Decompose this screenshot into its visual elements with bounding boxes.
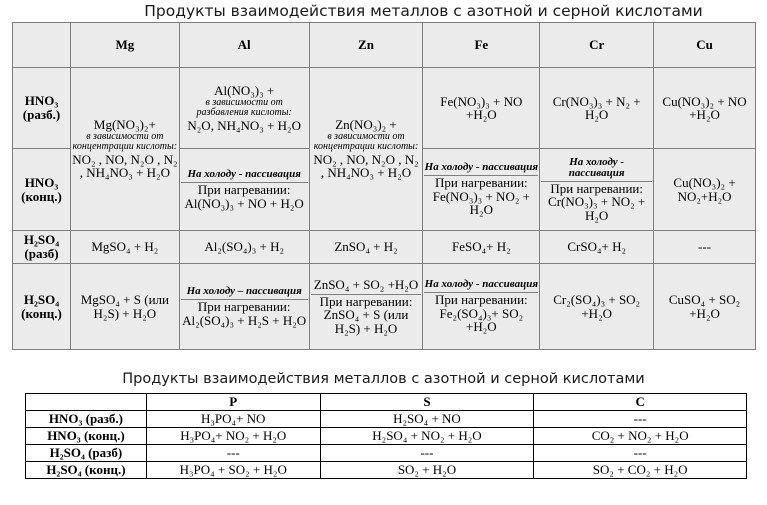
fe-h2so4-heating-label: При нагревании: (435, 292, 528, 308)
cell-s: H₂SO₄ + NO (320, 411, 534, 428)
cu-hno3-conc-cell: Cu(NO₃)₂ + NO₂+H₂O (654, 149, 756, 231)
zn-h2so4-cold-products: ZnSO₄ + SO₂ +H₂O (311, 278, 422, 295)
zn-hno3-formula: Zn(NO₃)₂ + (335, 117, 397, 133)
cell-c: --- (534, 411, 747, 428)
row-head: HNO₃ (конц.) (26, 428, 147, 445)
zn-hno3-note: в зависимости от концентрации кислоты: (313, 130, 419, 153)
row-head-hno3-dil: HNO₃ (разб.) (13, 68, 71, 149)
zn-hno3-products: NO₂ , NO, N₂O , N₂ , NH₄NO₃ + H₂O (313, 151, 419, 181)
fe-hno3-dil-cell: Fe(NO₃)₃ + NO +H₂O (423, 68, 540, 149)
cr-h2so4-conc-cell: Cr₂(SO₄)₃ + SO₂ +H₂O (540, 264, 654, 350)
fe-hno3-conc-cell (423, 149, 540, 231)
zn-h2so4-conc-cell (309, 264, 423, 350)
cell-p: H₃PO₄+ NO (146, 411, 320, 428)
row-head: H₂SO₄ (конц.) (26, 462, 147, 479)
al-h2so4-heating-products: Al₂(SO₄)₃ + H₂S + H₂O (182, 312, 307, 328)
fe-passivation-h2so4: На холоду - пассивация (424, 279, 538, 293)
al-heating-label: При нагревании: (197, 182, 291, 197)
al-passivation: На холоду - пассивация (181, 169, 308, 183)
cell-p: H₃PO₄+ NO₂ + H₂O (146, 428, 320, 445)
mg-h2so4-dil-cell: MgSO₄ + H₂ (70, 231, 179, 264)
al-h2so4-heating-label: При нагревании: (197, 299, 291, 314)
mg-hno3-products: NO₂ , NO, N₂O , N₂ , NH₄NO₃ + H₂O (72, 151, 178, 181)
metals-acids-table (12, 22, 756, 350)
header-zn: Zn (309, 23, 423, 68)
cell-c: --- (534, 445, 747, 462)
al-passivation-h2so4: На холоду – пассивация (181, 286, 308, 300)
header-cu: Cu (654, 23, 756, 68)
cr-passivation: На холоду - пассивация (541, 157, 652, 182)
row-head: HNO₃ (разб.) (26, 411, 147, 428)
cr-hno3-dil-cell: Cr(NO₃)₃ + N₂ + H₂O (540, 68, 654, 149)
al-hno3-conc-cell (179, 149, 309, 231)
table2-header-row (26, 394, 747, 411)
row-head: H₂SO₄ (разб) (26, 445, 147, 462)
mg-h2so4-conc-cell: MgSO₄ + S (или H₂S) + H₂O (70, 264, 179, 350)
cell-c: CO₂ + NO₂ + H₂O (534, 428, 747, 445)
table-row (13, 68, 756, 149)
al-heating-products: Al(NO₃)₃ + NO + H₂O (184, 195, 304, 211)
header-al: Al (179, 23, 309, 68)
cell-p: --- (146, 445, 320, 462)
cell-s: H₂SO₄ + NO₂ + H₂O (320, 428, 534, 445)
table-header-row (13, 23, 756, 68)
header-s: S (320, 394, 534, 411)
mg-hno3-note: в зависимости от концентрации кислоты: (72, 130, 178, 153)
cr-heating-products: Cr(NO₃)₃ + NO₂ + H₂O (548, 194, 646, 223)
row-head-hno3-conc: HNO₃ (конц.) (13, 149, 71, 231)
zn-hno3-cell (309, 68, 423, 231)
header-p: P (146, 394, 320, 411)
cu-h2so4-dil-cell: --- (654, 231, 756, 264)
mg-hno3-formula: Mg(NO₃)₂+ (93, 117, 156, 133)
page-title: Продукты взаимодействия металлов с азотной и серной кислотами (144, 2, 703, 20)
table-row (26, 462, 747, 479)
nonmetals-acids-table (25, 393, 747, 479)
cell-s: SO₂ + H₂O (320, 462, 534, 479)
header-mg: Mg (70, 23, 179, 68)
corner-cell-2 (26, 394, 147, 411)
al-hno3-dil-formula: Al(NO₃)₃ + (214, 83, 275, 98)
al-hno3-dil-note: в зависимости от разбавления кислоты: (196, 96, 292, 118)
fe-passivation: На холоду - пассивация (424, 162, 538, 176)
table-row (26, 411, 747, 428)
fe-heating-products: Fe(NO₃)₃ + NO₂ + H₂O (432, 188, 530, 218)
fe-h2so4-dil-cell: FeSO₄+ H₂ (423, 231, 540, 264)
al-h2so4-conc-cell (179, 264, 309, 350)
cell-p: H₃PO₄ + SO₂ + H₂O (146, 462, 320, 479)
table-row (26, 445, 747, 462)
cr-h2so4-dil-cell: CrSO₄+ H₂ (540, 231, 654, 264)
al-h2so4-dil-cell: Al₂(SO₄)₃ + H₂ (179, 231, 309, 264)
second-table-title: Продукты взаимодействия металлов с азотной и серной кислотами (122, 371, 645, 387)
al-hno3-dil-cell (179, 68, 309, 149)
cell-c: SO₂ + CO₂ + H₂O (534, 462, 747, 479)
mg-hno3-cell (70, 68, 179, 231)
table-row (26, 428, 747, 445)
al-hno3-dil-products: N₂O, NH₄NO₃ + H₂O (187, 117, 301, 133)
fe-h2so4-heating-products: Fe₂(SO₄)₃+ SO₂ +H₂O (439, 305, 524, 335)
fe-h2so4-conc-cell (423, 264, 540, 350)
corner-cell (13, 23, 71, 68)
row-head-h2so4-dil: H₂SO₄ (разб) (13, 231, 71, 264)
header-cr: Cr (540, 23, 654, 68)
table-row (13, 264, 756, 350)
cell-s: --- (320, 445, 534, 462)
zn-h2so4-dil-cell: ZnSO₄ + H₂ (309, 231, 423, 264)
table-row (13, 231, 756, 264)
row-head-h2so4-conc: H₂SO₄ (конц.) (13, 264, 71, 350)
cu-hno3-dil-cell: Cu(NO₃)₂ + NO +H₂O (654, 68, 756, 149)
header-c: C (534, 394, 747, 411)
cu-h2so4-conc-cell: CuSO₄ + SO₂ +H₂O (654, 264, 756, 350)
cr-hno3-conc-cell (540, 149, 654, 231)
cr-heating-label: При нагревании: (550, 180, 643, 196)
zn-h2so4-heating-products: ZnSO₄ + S (или H₂S) + H₂O (323, 307, 409, 336)
header-fe: Fe (423, 23, 540, 68)
fe-heating-label: При нагревании: (435, 175, 528, 191)
zn-h2so4-heating-label: При нагревании: (319, 293, 413, 309)
